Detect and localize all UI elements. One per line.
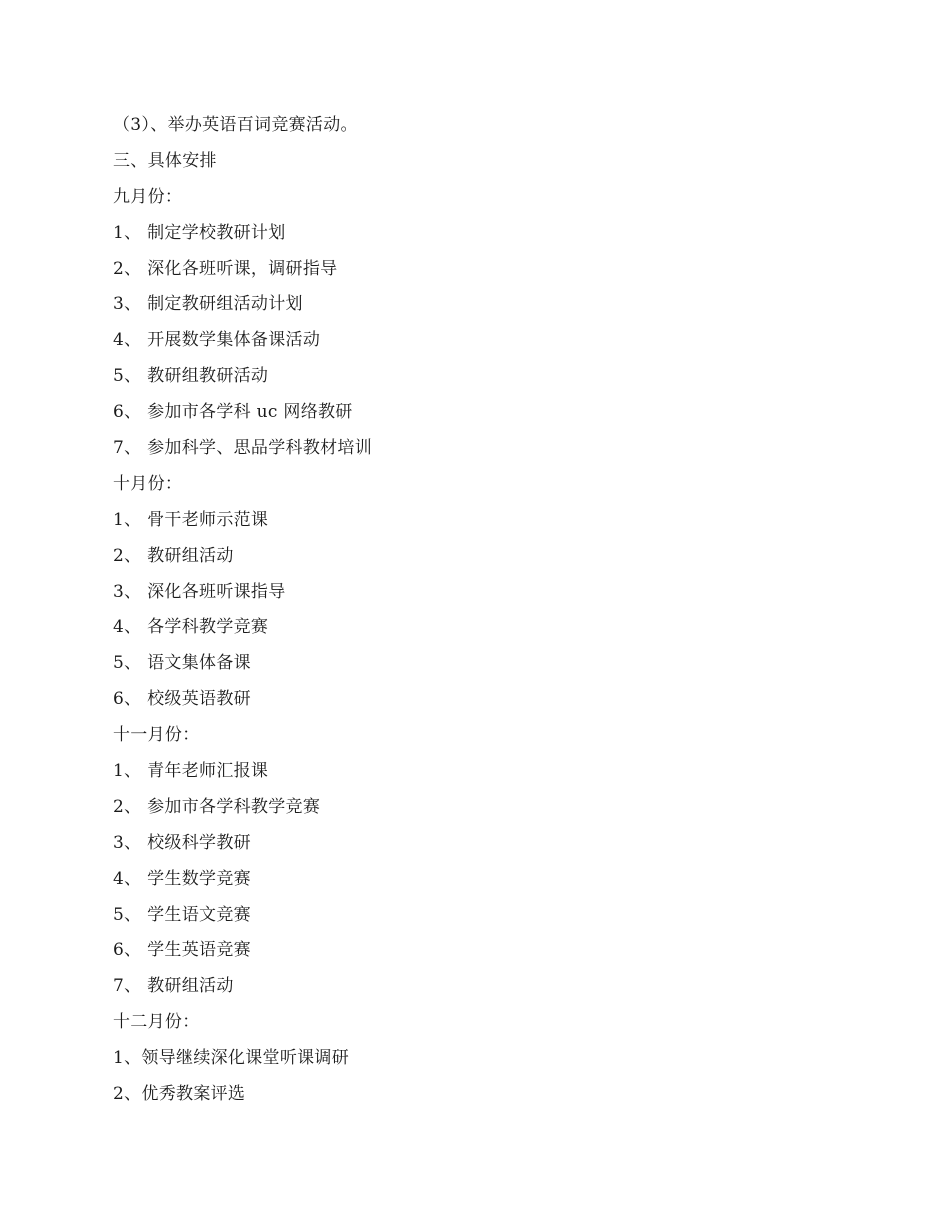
text-line-activity: （3）、举办英语百词竞赛活动。	[113, 115, 358, 135]
list-item: 5、 语文集体备课	[113, 653, 251, 674]
month-heading-november: 十一月份：	[113, 725, 200, 746]
list-item: 3、 深化各班听课指导	[113, 581, 286, 602]
list-item: 1、 制定学校教研计划	[113, 222, 286, 243]
list-item: 4、 学生数学竞赛	[113, 868, 251, 889]
month-heading-september: 九月份：	[113, 186, 183, 207]
list-item: 6、 参加市各学科 uc 网络教研	[113, 402, 353, 423]
list-item: 2、 教研组活动	[113, 545, 234, 566]
list-item: 2、 参加市各学科教学竞赛	[113, 796, 321, 817]
month-heading-october: 十月份：	[113, 473, 183, 494]
list-item: 6、 校级英语教研	[113, 689, 251, 710]
list-item: 7、 参加科学、思品学科教材培训	[113, 438, 373, 459]
list-item: 5、 教研组教研活动	[113, 366, 269, 387]
list-item: 2、优秀教案评选	[113, 1084, 246, 1105]
list-item: 3、 校级科学教研	[113, 832, 251, 853]
list-item: 1、 骨干老师示范课	[113, 509, 269, 530]
list-item: 4、 开展数学集体备课活动	[113, 330, 321, 351]
month-heading-december: 十二月份：	[113, 1012, 200, 1033]
list-item: 3、 制定教研组活动计划	[113, 294, 303, 315]
list-item: 1、领导继续深化课堂听课调研	[113, 1048, 350, 1069]
list-item: 6、 学生英语竞赛	[113, 940, 251, 961]
list-item: 4、 各学科教学竞赛	[113, 617, 269, 638]
document-body	[113, 108, 833, 1113]
section-heading: 三、具体安排	[113, 150, 217, 171]
list-item: 7、 教研组活动	[113, 976, 234, 997]
list-item: 1、 青年老师汇报课	[113, 761, 269, 782]
list-item: 2、 深化各班听课，调研指导	[113, 258, 338, 279]
list-item: 5、 学生语文竞赛	[113, 904, 251, 925]
